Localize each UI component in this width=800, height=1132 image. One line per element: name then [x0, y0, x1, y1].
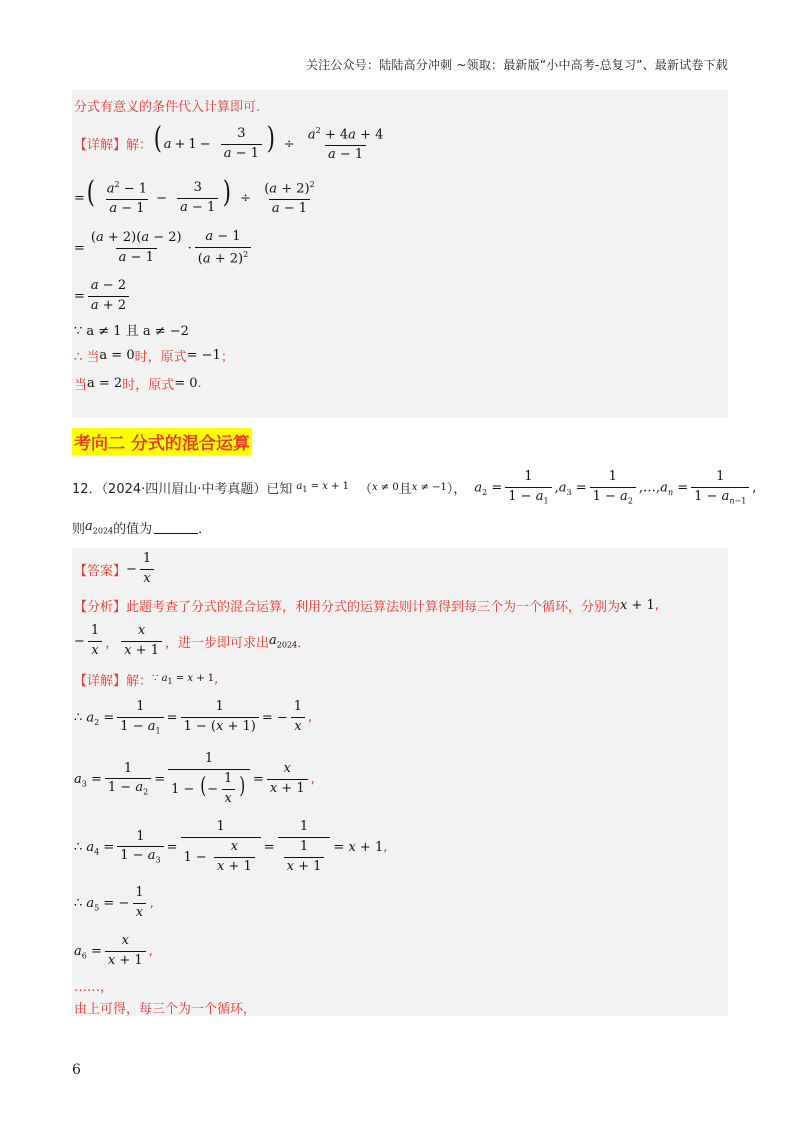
case-line-2	[74, 374, 202, 393]
case1-value: = −1	[186, 348, 221, 363]
problem-12-line-1	[72, 470, 756, 506]
expression-step-1: =( $\frac{a^2 - 1}{a - 1}$ − $\frac{3}{a - 1}$ ) ÷ $\frac{(a + 2)^2}{a - 1}$	[74, 175, 315, 217]
ellipsis-line	[74, 976, 113, 995]
case1-prefix: ∴ 当	[74, 350, 100, 365]
analysis-label: 【分析】	[74, 600, 127, 615]
given-a1: $a_1 = x + 1$	[296, 481, 349, 495]
step-a5: ∴ $a_5$ = − $\frac{1}{x}$ ,	[74, 885, 154, 920]
condition-x-ne-0: x ≠ 0	[371, 482, 399, 494]
analysis-term-2: − $\frac{1}{x}$	[74, 624, 105, 659]
answer-value: − $\frac{1}{x}$	[126, 552, 157, 587]
recurrence-definition: $a_2$ = $\frac{1}{1 - a_1}$ $,a_3$ = $\frac{1}{1 - a_2}$ $,\dots,a_n$ = $\frac{1}{1 - a_{n-1}}$ ,	[474, 469, 757, 506]
page-number: 6	[72, 1062, 81, 1078]
section-title: 考向二 分式的混合运算	[72, 428, 252, 455]
analysis-term-3: $\frac{x}{x + 1}$	[118, 624, 165, 659]
case2-end: .	[197, 376, 202, 391]
a2024: $a_{2024}$	[85, 519, 114, 536]
analysis-text-2: ，进一步即可求出	[164, 635, 269, 651]
ellipsis-text: ……，	[74, 980, 114, 995]
step-a5-expression: ∴ $a_5$ = − $\frac{1}{x}$	[74, 886, 150, 921]
expression-result: = $\frac{a - 2}{a + 2}$	[74, 279, 132, 314]
detail-12-label: 【详解】解：	[74, 674, 153, 689]
case2-prefix: 当	[74, 378, 88, 393]
ask-prefix: 则	[72, 522, 86, 537]
step-a2-expression: ∴ $a_2$ = $\frac{1}{1 - a_1}$ = $\frac{1}{1 - (x + 1)}$ = − $\frac{1}{x}$	[74, 700, 308, 736]
condition-close: ），	[446, 482, 467, 498]
case2-mid: 时，原式	[122, 378, 175, 393]
conclusion-line	[74, 998, 256, 1017]
case2-condition: a = 2	[87, 376, 123, 391]
analysis-a2024: $a_{2024}$	[269, 633, 298, 650]
analysis-term-1: x + 1	[620, 598, 655, 613]
page-header: 关注公众号：陆陆高分冲刺 ~领取：最新版“小中高考-总复习”、最新试卷下载	[305, 58, 728, 72]
detail-line-3	[74, 230, 254, 267]
case1-mid: 时，原式	[134, 350, 187, 365]
detail-line-2	[74, 175, 321, 217]
problem-12-line-2	[72, 518, 211, 537]
analysis-text: 此题考查了分式的混合运算，利用分式的运算法则计算得到每三个为一个循环，分别为	[126, 600, 621, 615]
answer-blank	[154, 521, 198, 534]
analysis-line-1: 【分析】 此题考查了分式的混合运算，利用分式的运算法则计算得到每三个为一个循环，分别为 x + 1 ,	[74, 598, 659, 615]
step-a4: ∴ $a_4$ = $\frac{1}{1 - a_3}$ = 1 1 − $\frac{x}{x + 1}$ = $\frac{1}{\frac{1}{x + 1}}$ = x + 1 ,	[74, 819, 388, 874]
step-a3: $a_3$ = $\frac{1}{1 - a_2}$ = 1 1 − (− $\frac{1}{x}$ ) = $\frac{x}{x + 1}$ ,	[74, 751, 315, 806]
case2-value: = 0	[174, 376, 198, 391]
case1-end: ；	[220, 350, 234, 365]
case1-condition: a = 0	[99, 348, 135, 363]
hint-line	[74, 96, 260, 115]
condition-and: 且	[398, 482, 412, 498]
condition-x-ne-neg1: x ≠ −1	[411, 482, 447, 494]
analysis-line-2: − $\frac{1}{x}$ ， $\frac{x}{x + 1}$ ，进一步即可求出 $a_{2024}$ ．	[74, 623, 311, 658]
detail-12-line-1: 【详解】解： ∵ $a_1 = x + 1$ ,	[74, 672, 219, 689]
step-a2: ∴ $a_2$ = $\frac{1}{1 - a_1}$ = $\frac{1}{1 - (x + 1)}$ = − $\frac{1}{x}$ ,	[74, 699, 313, 736]
problem-12-source: 12．（2024·四川眉山·中考真题）已知	[72, 482, 293, 498]
ask-suffix: 的值为	[113, 522, 153, 537]
hint-text: 分式有意义的条件代入计算即可.	[74, 100, 261, 115]
step-a6: $a_6$ = $\frac{x}{x + 1}$ ,	[74, 933, 153, 968]
detail-label: 【详解】解：	[74, 138, 153, 154]
condition-text: ∵ a ≠ 1 且 a ≠ −2	[74, 324, 189, 339]
answer-label: 【答案】	[74, 563, 127, 579]
detail-line-1	[74, 121, 389, 163]
step-a4-expression: ∴ $a_4$ = $\frac{1}{1 - a_3}$ = 1 1 − $\frac{x}{x + 1}$ = $\frac{1}{\frac{1}{x + 1}}$ = x + 1	[74, 819, 384, 874]
step-a6-expression: $a_6$ = $\frac{x}{x + 1}$	[74, 934, 149, 969]
detail-line-4	[74, 279, 132, 314]
answer-line	[74, 552, 157, 587]
conclusion-text: 由上可得，每三个为一个循环，	[74, 1002, 257, 1017]
given-a1-restated: ∵ $a_1 = x + 1$	[152, 673, 215, 686]
expression-original: ( a + 1 − $\frac{3}{a - 1}$ ) ÷ $\frac{a^2 + 4a + 4}{a - 1}$	[153, 121, 384, 163]
step-a3-expression: $a_3$ = $\frac{1}{1 - a_2}$ = 1 1 − (− $\frac{1}{x}$ ) = $\frac{x}{x + 1}$	[74, 752, 311, 807]
case-line-1	[74, 346, 234, 365]
condition-open: （	[358, 482, 372, 498]
expression-step-2: = $\frac{(a + 2)(a - 2)}{a - 1}$ · $\frac{a - 1}{(a + 2)^2}$	[74, 230, 254, 267]
condition-line	[74, 320, 189, 339]
ask-end: ．	[198, 522, 212, 537]
